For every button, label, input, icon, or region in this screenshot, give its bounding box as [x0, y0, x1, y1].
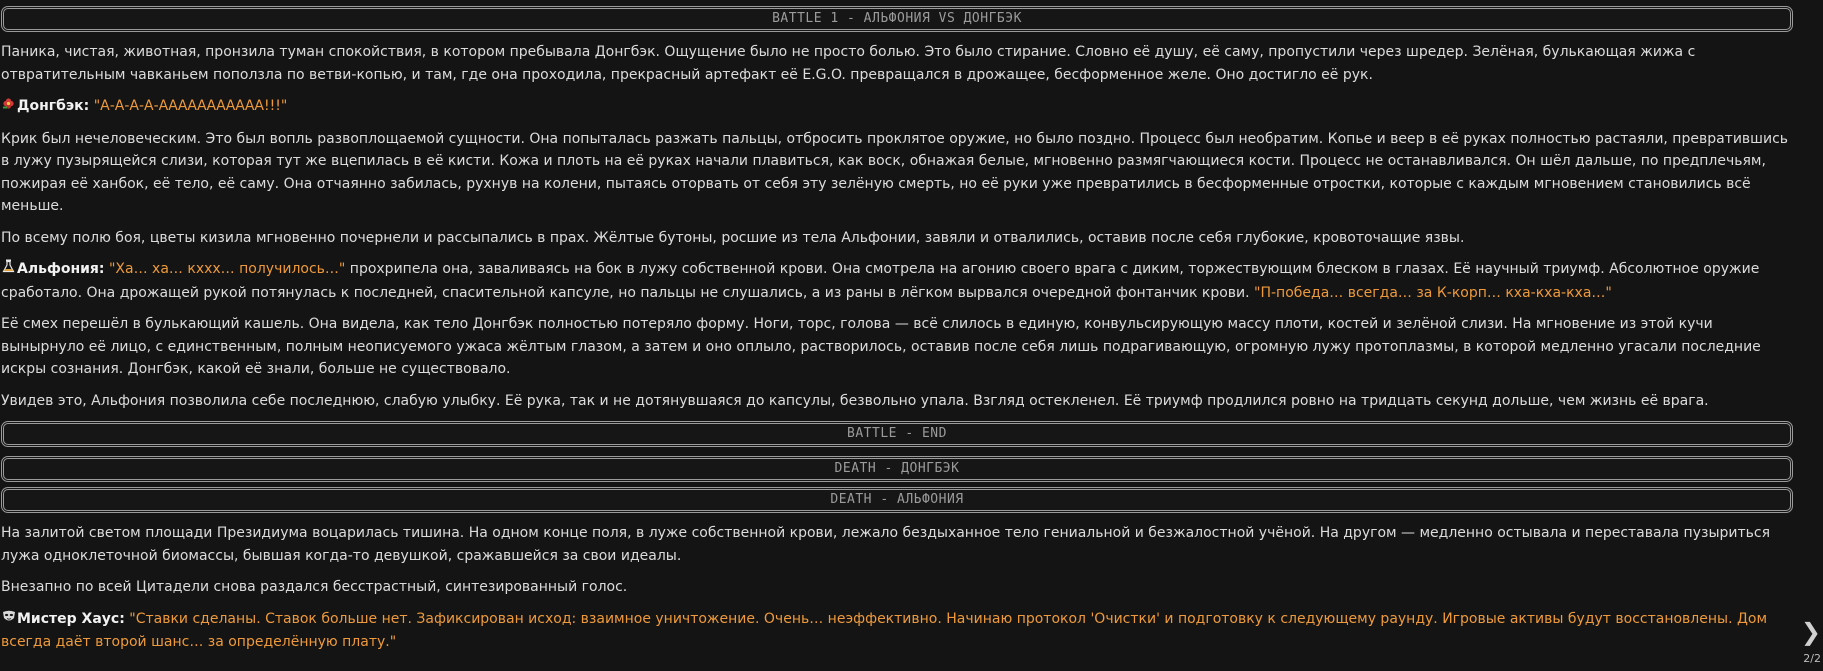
narration-paragraph: Увидев это, Альфония позволила себе последнюю, слабую улыбку. Её рука, так и не дотянувшаяся до капсулы, безвольно упала. Взгляд остекленел. Её триумф продлился ровно на тридцать секунд дольше, чем жизнь её врага. — [1, 392, 1709, 409]
speech-text: "Ставки сделаны. Ставок больше нет. Зафиксирован исход: взаимное уничтожение. Очень… неэффективно. Начинаю протокол 'Очистки' и подготовку к следующему раунду. Игровые активы будут восстановлены. Дом всегда даёт второй шанс… за определённую плату." — [1, 610, 1768, 650]
banner-battle-end — [1, 421, 1793, 447]
dialogue-line-alfonia — [0, 258, 1796, 304]
flower-icon — [1, 96, 16, 119]
narration-paragraph: Внезапно по всей Цитадели снова раздался бесстрастный, синтезированный голос. — [1, 579, 628, 595]
narration-paragraph: Крик был нечеловеческим. Это был вопль развоплощаемой сущности. Она попыталась разжать пальцы, отбросить проклятое оружие, но было поздно. Процесс был необратим. Копье и веер в её руках полностью растаяли, превратившись в лужу пузырящейся слизи, которая тут же вцепилась в её кисти. Кожа и плоть на её руках начали плавиться, как воск, обнажая белые, мгновенно размягчающиеся кости. Процесс не останавливался. Он шёл дальше, по предплечьям, пожирая её ханбок, её тело, её саму. Она отчаянно забилась, рухнув на колени, пытаясь оторвать от себя эту зелёную смерть, но её руки уже превратились в бесформенные отростки, которые с каждым мгновением становились всё меньше. — [1, 130, 1789, 214]
narration-paragraph: Её смех перешёл в булькающий кашель. Она видела, как тело Донгбэк полностью потеряло форму. Ноги, торс, голова — всё слилось в единую, конвульсирующую массу плоти, костей и зелёной слизи. На мгновение из этой кучи вынырнуло её лицо, с единственным, полным неописуемого ужаса жёлтым глазом, а затем и оно оплыло, растворилось, оставив после себя лишь подрагивающую, огромную лужу протоплазмы, в которой медленно угасали последние искры сознания. Донгбэк, какой её знали, больше не существовало. — [1, 316, 1761, 377]
speech-text: "А-А-А-А-ААААААААААА!!!" — [93, 98, 288, 114]
banner-label: DEATH - АЛЬФОНИЯ — [830, 491, 964, 507]
mask-icon — [1, 609, 16, 632]
narration-paragraph: По всему полю боя, цветы кизила мгновенно почернели и рассыпались в прах. Жёлтые бутоны, росшие из тела Альфонии, завяли и отвалились, оставив после себя глубокие, кровоточащие язвы. — [1, 229, 1465, 246]
narration-paragraph: На залитой светом площади Президиума воцарилась тишина. На одном конце поля, в луже собственной крови, лежало бездыханное тело гениальной и безжалостной учёной. На другом — медленно остывала и переставала пузыриться лужа одноклеточной биомассы, бывшая когда-то девушкой, сражавшейся за свои идеалы. — [1, 525, 1771, 564]
speech-text: "Ха… ха… кххх… получилось…" — [108, 261, 346, 277]
speaker-name: Мистер Хаус: — [17, 610, 125, 627]
banner-label: BATTLE - END — [847, 425, 947, 441]
banner-battle-start — [1, 6, 1793, 32]
speech-text: "П-победа… всегда… за К-корп… кха-кха-кха…" — [1254, 284, 1612, 301]
dialogue-line-house — [0, 608, 1796, 654]
page-indicator: 2/2 — [1803, 652, 1821, 665]
narration-paragraph: Паника, чистая, животная, пронзила туман спокойствия, в котором пребывала Донгбэк. Ощущение было не просто болью. Это было стирание. Словно её душу, её саму, пропустили через шредер. Зелёная, булькающая жижа с отвратительным чавканьем поползла по ветви-копью, и там, где она проходила, прекрасный артефакт её E.G.O. превращался в дрожащее, бесформенное желе. Оно достигло её рук. — [1, 44, 1696, 83]
story-log — [0, 6, 1796, 663]
banner-label: BATTLE 1 - АЛЬФОНИЯ VS ДОНГБЭК — [772, 10, 1022, 26]
flask-icon — [1, 259, 16, 282]
narration-text: прохрипела она, заваливаясь на бок в лужу собственной крови. Она смотрела на агонию своего врага с диким, торжествующим блеском в глазах. Её научный триумф. Абсолютное оружие сработало. Она дрожащей рукой потянулась к последней, спасительной капсуле, но пальцы не слушались, а из раны в лёгком вырвался очередной фонтанчик крови. — [1, 261, 1760, 301]
speaker-name: Донгбэк: — [17, 98, 90, 114]
next-page-chevron-icon[interactable]: ❯ — [1800, 618, 1821, 646]
banner-death-dongbaek — [1, 456, 1793, 482]
speaker-name: Альфония: — [17, 261, 105, 277]
banner-label: DEATH - ДОНГБЭК — [834, 460, 960, 476]
dialogue-line-dongbaek — [0, 95, 1796, 119]
banner-death-alfonia — [1, 487, 1793, 513]
